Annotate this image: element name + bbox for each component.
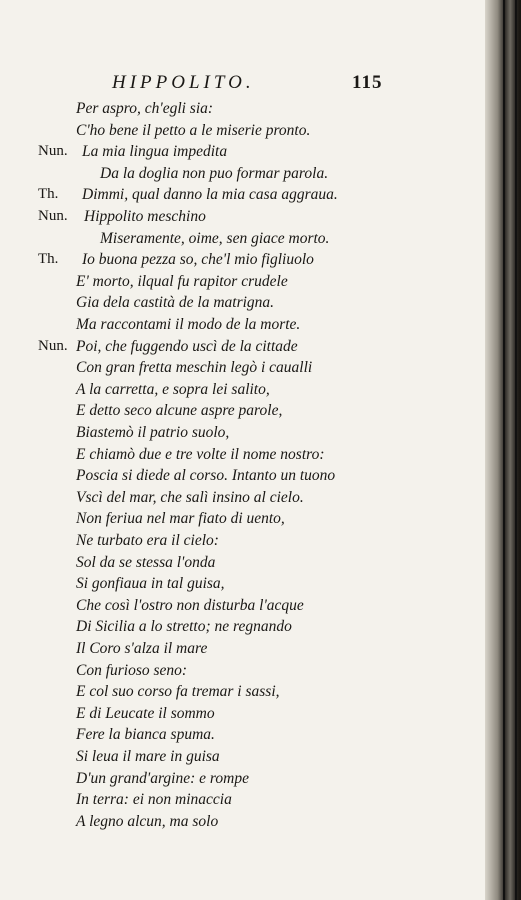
verse-text: Hippolito meschino (84, 208, 206, 225)
verse-line (0, 573, 480, 594)
verse-line (0, 638, 480, 659)
verse-line (0, 228, 480, 249)
verse-text: Ma raccontami il modo de la morte. (76, 316, 301, 333)
verse-text: Si leua il mare in guisa (76, 748, 220, 765)
verse-line (0, 487, 480, 508)
speaker-label: Th. (38, 251, 59, 268)
verse-line (0, 98, 480, 119)
verse-line (0, 141, 480, 162)
verse-text: Poscia si diede al corso. Intanto un tuono (76, 467, 336, 485)
verse-line (0, 184, 480, 205)
verse-line (0, 530, 480, 551)
verse-line (0, 379, 480, 400)
verse-text: Gia dela castità de la matrigna. (76, 294, 275, 312)
verse-text: La mia lingua impedita (82, 143, 228, 161)
verse-line (0, 768, 480, 789)
verse-text: Che così l'ostro non disturba l'acque (76, 596, 304, 614)
verse-line (0, 292, 480, 313)
verse-line (0, 724, 480, 745)
verse-line (0, 811, 480, 832)
gutter-shadow-line (503, 0, 505, 900)
verse-text: Con furioso seno: (76, 661, 188, 679)
verse-line (0, 314, 480, 335)
verse-text: Con gran fretta meschin legò i caualli (76, 359, 313, 377)
verse-line (0, 681, 480, 702)
verse-text: Si gonfiaua in tal guisa, (76, 575, 225, 593)
verse-text: C'ho bene il petto a le miserie pronto. (76, 121, 311, 139)
verse-line (0, 336, 480, 357)
verse-line (0, 508, 480, 529)
speaker-label: Nun. (38, 143, 68, 160)
verse-text: Biastemò il patrio suolo, (76, 424, 230, 441)
verse-line (0, 422, 480, 443)
verse-line (0, 746, 480, 767)
speaker-label: Th. (38, 186, 59, 203)
verse-text: E di Leucate il sommo (76, 704, 215, 722)
verse-text: D'un grand'argine: e rompe (76, 769, 249, 787)
verse-text: Per aspro, ch'egli sia: (76, 100, 214, 117)
verse-line (0, 400, 480, 421)
verse-text: Sol da se stessa l'onda (76, 553, 216, 571)
verse-text: A legno alcun, ma solo (76, 812, 219, 830)
verse-line (0, 163, 480, 184)
verse-text: Ne turbato era il cielo: (76, 532, 219, 549)
verse-line (0, 120, 480, 141)
verse-line (0, 703, 480, 724)
verse-text: Dimmi, qual danno la mia casa aggraua. (82, 186, 338, 204)
verse-text: Da la doglia non puo formar parola. (100, 164, 329, 182)
verse-line (0, 357, 480, 378)
verse-text: Di Sicilia a lo stretto; ne regnando (76, 618, 292, 636)
verse-text: Vscì del mar, che salì insino al cielo. (76, 488, 304, 506)
verse-line (0, 465, 480, 486)
verse-line (0, 789, 480, 810)
verse-text: Non feriua nel mar fiato di uento, (76, 510, 285, 528)
verse-text: E detto seco alcune aspre parole, (76, 402, 283, 420)
verse-text: E chiamò due e tre volte il nome nostro: (76, 445, 325, 463)
verse-text: Fere la bianca spuma. (76, 726, 215, 744)
verse-text: Poi, che fuggendo uscì de la cittade (76, 337, 298, 355)
verse-text: Io buona pezza so, che'l mio figliuolo (82, 251, 314, 269)
verse-text: E' morto, ilqual fu rapitor crudele (76, 272, 288, 290)
running-title: HIPPOLITO. (112, 72, 255, 93)
verse-line (0, 249, 480, 270)
page-gutter (485, 0, 521, 900)
verse-line (0, 444, 480, 465)
speaker-label: Nun. (38, 208, 68, 224)
verse-line (0, 595, 480, 616)
verse-text: In terra: ei non minaccia (76, 791, 232, 809)
verse-text: A la carretta, e sopra lei salito, (76, 380, 270, 398)
verse-line (0, 552, 480, 573)
page-number: 115 (352, 72, 383, 93)
verse-text: Miseramente, oime, sen giace morto. (100, 229, 330, 247)
speaker-label: Nun. (38, 337, 68, 354)
verse-line (0, 206, 480, 227)
verse-text: Il Coro s'alza il mare (76, 640, 208, 657)
verse-line (0, 660, 480, 681)
verse-line (0, 271, 480, 292)
verse-line (0, 616, 480, 637)
verse-text: E col suo corso fa tremar i sassi, (76, 683, 280, 701)
gutter-shadow-line (515, 0, 517, 900)
